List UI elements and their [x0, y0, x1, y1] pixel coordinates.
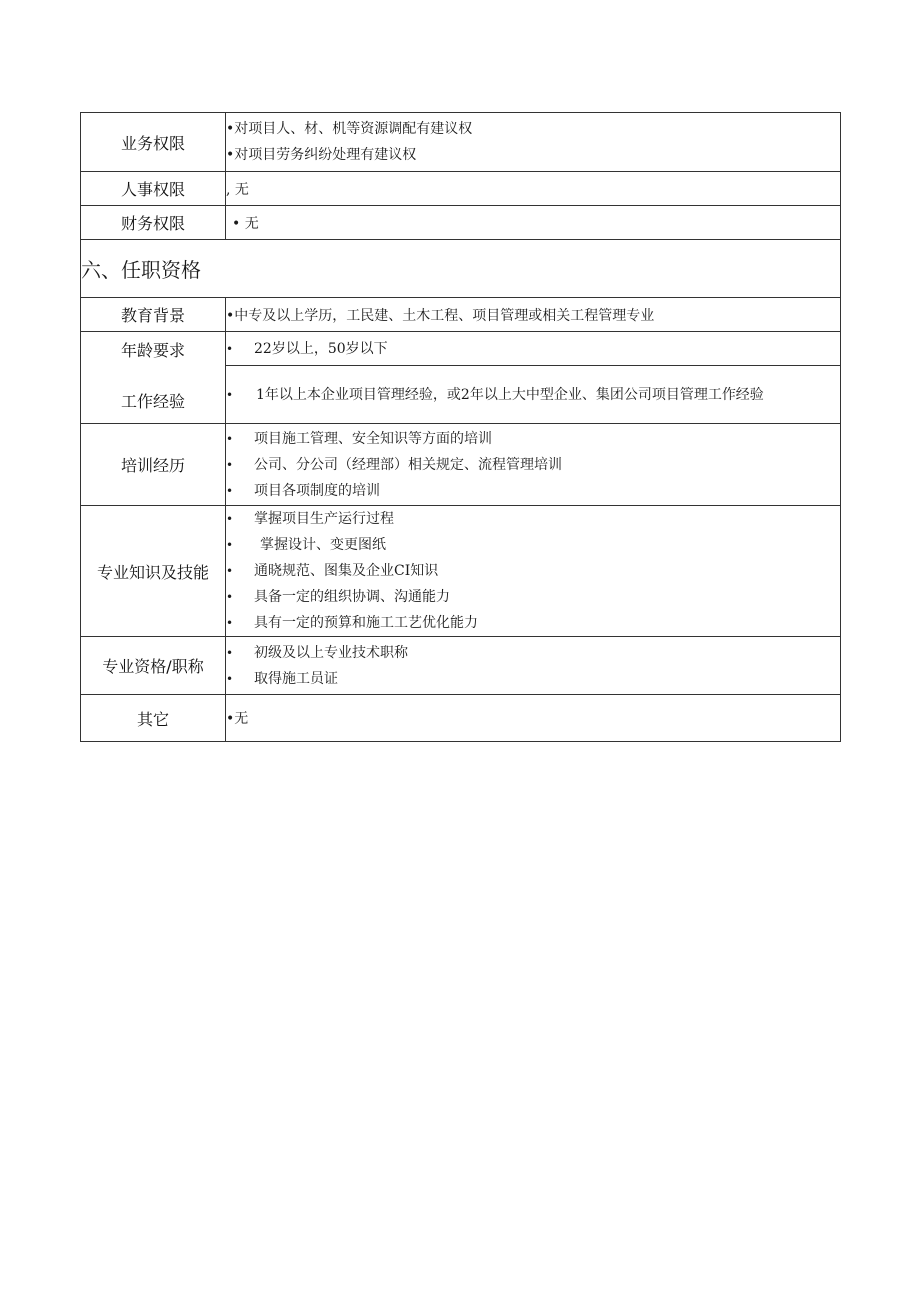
list-item: • 项目各项制度的培训	[226, 478, 840, 504]
education-label: 教育背景	[81, 298, 226, 332]
row-business-authority	[81, 113, 841, 172]
experience-value: • 1年以上本企业项目管理经验，或2年以上大中型企业、集团公司项目管理工作经验	[226, 382, 840, 408]
bullet: •	[226, 616, 234, 630]
qualification-label: 专业资格/职称	[81, 637, 226, 695]
bullet: •	[226, 671, 234, 686]
row-education	[81, 298, 841, 332]
finance-authority-value: • 无	[226, 206, 841, 240]
list-item: •对项目劳务纠纷处理有建议权	[226, 147, 417, 163]
row-finance-authority	[81, 206, 841, 240]
row-skills	[81, 506, 841, 637]
list-item: •对项目人、材、机等资源调配有建议权	[226, 121, 473, 137]
list-item: • 掌握设计、变更图纸	[226, 532, 840, 558]
row-age	[81, 332, 841, 366]
list-item: • 项目施工管理、安全知识等方面的培训	[226, 426, 840, 452]
list-item: • 具备一定的组织协调、沟通能力	[226, 584, 840, 610]
bullet: •	[226, 483, 234, 498]
requirements-table	[80, 112, 841, 742]
row-other	[81, 695, 841, 742]
row-qualification	[81, 637, 841, 695]
list-item: • 掌握项目生产运行过程	[226, 506, 840, 532]
other-label: 其它	[81, 695, 226, 742]
bullet: •	[226, 341, 234, 356]
age-label: 年龄要求	[120, 341, 185, 360]
bullet: •	[226, 538, 234, 552]
training-label: 培训经历	[81, 424, 226, 506]
age-value: • 22岁以上，50岁以下	[226, 336, 840, 362]
bullet: •	[226, 431, 234, 446]
experience-label: 工作经验	[120, 392, 185, 411]
personnel-authority-value: , 无	[226, 172, 841, 206]
job-requirements-sheet	[80, 112, 840, 742]
list-item: • 公司、分公司（经理部）相关规定、流程管理培训	[226, 452, 840, 478]
bullet: •	[226, 564, 234, 578]
list-item: • 初级及以上专业技术职称	[226, 640, 840, 666]
other-value: •无	[226, 695, 841, 742]
business-authority-label: 业务权限	[81, 113, 226, 172]
finance-authority-label: 财务权限	[81, 206, 226, 240]
bullet: •	[226, 512, 234, 526]
row-section-heading	[81, 240, 841, 298]
bullet: •	[226, 590, 234, 604]
list-item: • 取得施工员证	[226, 666, 840, 692]
bullet: •	[226, 457, 234, 472]
row-training	[81, 424, 841, 506]
section-title: 六、任职资格	[81, 240, 841, 298]
education-value: •中专及以上学历，工民建、土木工程、项目管理或相关工程管理专业	[226, 298, 841, 332]
list-item: • 通晓规范、图集及企业CI知识	[226, 558, 840, 584]
list-item: • 具有一定的预算和施工工艺优化能力	[226, 610, 840, 636]
bullet: •	[226, 645, 234, 660]
skills-label: 专业知识及技能	[81, 506, 226, 637]
row-personnel-authority	[81, 172, 841, 206]
bullet: •	[226, 387, 234, 402]
personnel-authority-label: 人事权限	[81, 172, 226, 206]
